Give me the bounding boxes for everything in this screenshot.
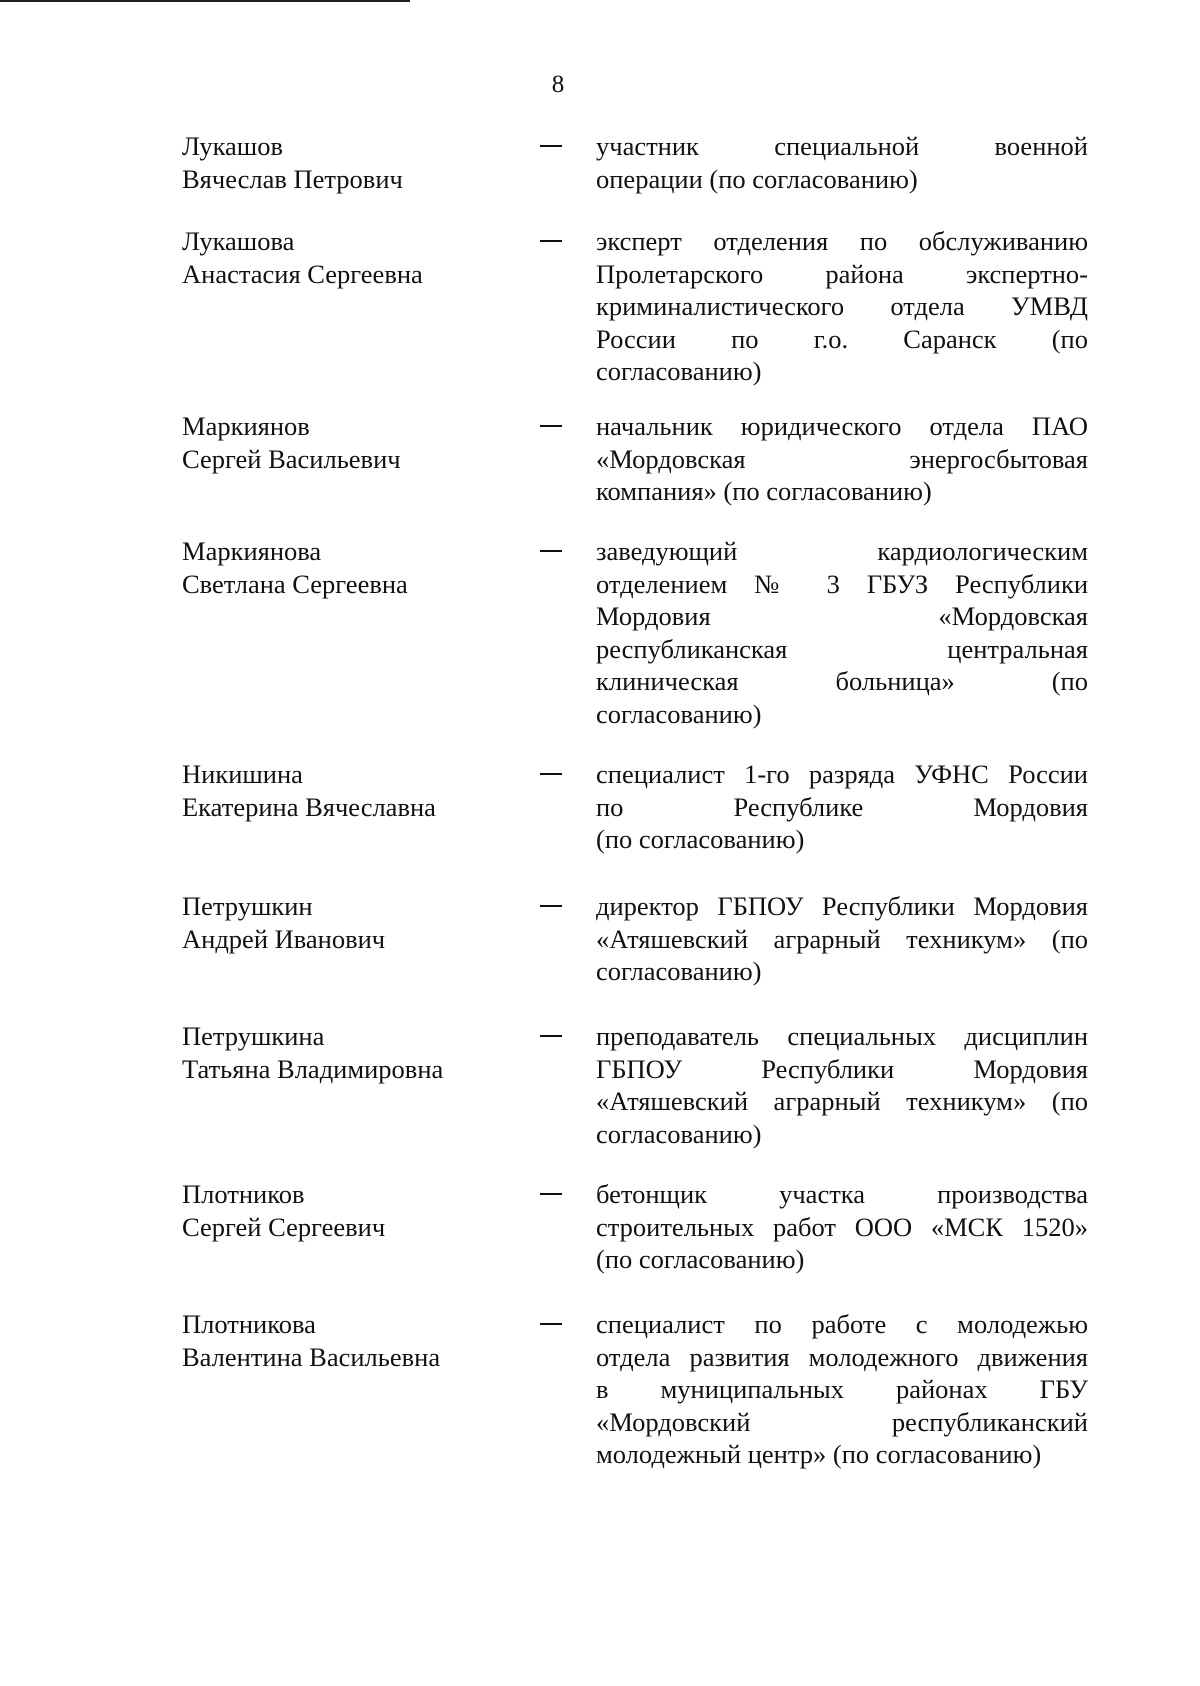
dash-separator [540, 425, 562, 427]
member-name-line: Лукашов [182, 131, 283, 161]
member-name [182, 1308, 502, 1373]
member-position-line: отдела развития молодежного движения [596, 1341, 1088, 1372]
member-position [596, 1308, 1088, 1471]
member-position-line: «Атяшевский аграрный техникум» (по [596, 1086, 1088, 1116]
member-position [596, 1178, 1088, 1276]
member-position-line: согласованию) [596, 698, 762, 729]
member-position [596, 410, 1088, 508]
dash-separator [540, 1035, 562, 1037]
member-position [596, 225, 1088, 388]
member-position-line: операции (по согласованию) [596, 163, 918, 194]
member-position-line: заведующий кардиологическим [596, 536, 1088, 566]
member-position-line: республиканская центральная [596, 633, 1088, 664]
member-position-line: по Республике Мордовия [596, 791, 1088, 822]
dash-separator [540, 550, 562, 552]
member-name-line: Андрей Иванович [182, 923, 386, 954]
member-name [182, 890, 502, 955]
dash-separator [540, 1193, 562, 1195]
member-position [596, 535, 1088, 730]
member-name-line: Плотникова [182, 1309, 316, 1339]
member-name [182, 1178, 502, 1243]
member-position-line: специалист по работе с молодежью [596, 1309, 1088, 1339]
member-name [182, 130, 502, 195]
member-position [596, 758, 1088, 856]
member-position-line: компания» (по согласованию) [596, 476, 932, 506]
member-name-line: Вячеслав Петрович [182, 163, 403, 194]
member-name-line: Маркиянов [182, 411, 310, 441]
member-position [596, 1020, 1088, 1150]
member-position [596, 130, 1088, 195]
member-name-line: Маркиянова [182, 536, 322, 566]
dash-separator [540, 145, 562, 147]
member-name-line: Анастасия Сергеевна [182, 258, 423, 289]
dash-separator [540, 240, 562, 242]
member-position-line: согласованию) [596, 1118, 762, 1149]
member-name [182, 1020, 502, 1085]
member-name-line: Никишина [182, 759, 303, 789]
member-position-line: эксперт отделения по обслуживанию [596, 226, 1088, 256]
member-position-line: Мордовия «Мордовская [596, 601, 1088, 631]
member-name [182, 410, 502, 475]
page-number: 8 [551, 71, 565, 98]
member-position-line: Пролетарского района экспертно- [596, 258, 1088, 289]
member-position-line: клиническая больница» (по [596, 666, 1088, 696]
member-position-line: ГБПОУ Республики Мордовия [596, 1053, 1088, 1084]
member-position-line: «Мордовский республиканский [596, 1406, 1088, 1437]
member-position-line: России по г.о. Саранск (по [596, 323, 1088, 354]
member-position-line: специалист 1-го разряда УФНС России [596, 759, 1088, 789]
member-name [182, 535, 502, 600]
member-name [182, 758, 502, 823]
member-name-line: Петрушкина [182, 1021, 325, 1051]
dash-separator [540, 905, 562, 907]
member-name-line: Татьяна Владимировна [182, 1053, 444, 1084]
member-position-line: директор ГБПОУ Республики Мордовия [596, 891, 1088, 921]
member-position-line: в муниципальных районах ГБУ [596, 1374, 1088, 1404]
member-position-line: участник специальной военной [596, 131, 1088, 161]
member-position-line: «Атяшевский аграрный техникум» (по [596, 923, 1088, 954]
member-position-line: (по согласованию) [596, 824, 805, 854]
member-position-line: «Мордовская энергосбытовая [596, 443, 1088, 474]
member-name-line: Сергей Сергеевич [182, 1211, 386, 1242]
member-position-line: начальник юридического отдела ПАО [596, 411, 1088, 441]
dash-separator [540, 773, 562, 775]
member-position-line: преподаватель специальных дисциплин [596, 1021, 1088, 1051]
member-position-line: молодежный центр» (по согласованию) [596, 1439, 1042, 1469]
member-name-line: Светлана Сергеевна [182, 568, 408, 599]
member-name-line: Екатерина Вячеславна [182, 791, 436, 822]
member-name-line: Лукашова [182, 226, 295, 256]
member-position-line: (по согласованию) [596, 1244, 805, 1274]
member-name-line: Сергей Васильевич [182, 443, 401, 474]
member-name-line: Валентина Васильевна [182, 1341, 441, 1372]
member-name-line: Петрушкин [182, 891, 313, 921]
member-position [596, 890, 1088, 988]
member-position-line: согласованию) [596, 356, 762, 386]
member-position-line: строительных работ ООО «МСК 1520» [596, 1211, 1088, 1242]
member-position-line: согласованию) [596, 956, 762, 986]
member-name [182, 225, 502, 290]
member-position-line: отделением № 3 ГБУЗ Республики [596, 568, 1088, 599]
member-position-line: криминалистического отдела УМВД [596, 291, 1088, 321]
dash-separator [540, 1323, 562, 1325]
member-position-line: бетонщик участка производства [596, 1179, 1088, 1209]
member-name-line: Плотников [182, 1179, 305, 1209]
